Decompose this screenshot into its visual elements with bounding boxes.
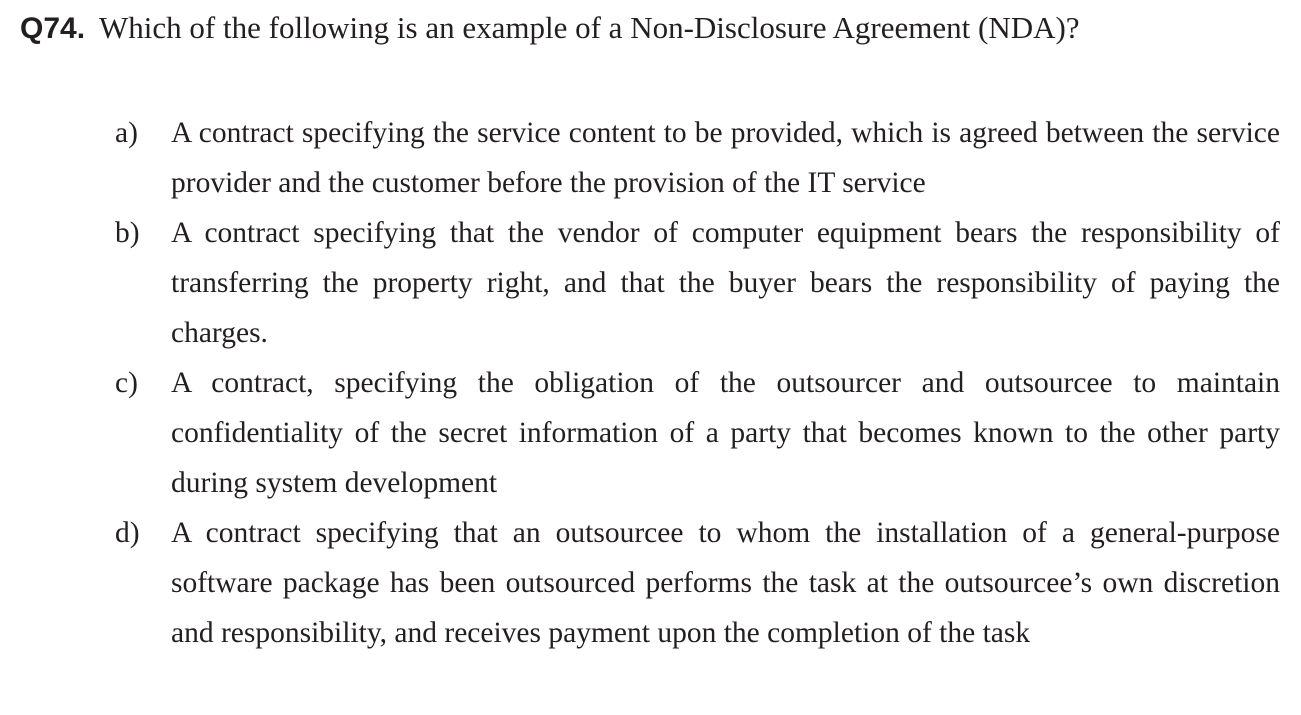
- option-c: [115, 358, 1280, 508]
- option-b: [115, 208, 1280, 358]
- option-letter: a): [115, 117, 138, 149]
- option-text: A contract specifying that the vendor of computer equipment bears the responsibility of transferring the property right, and that the buyer bears the responsibility of paying the charges.: [171, 217, 1280, 349]
- option-text: A contract, specifying the obligation of the outsourcer and outsourcee to maintain confidentiality of the secret information of a party that becomes known to the other party during system development: [171, 367, 1280, 499]
- option-letter: c): [115, 367, 138, 399]
- option-letter: b): [115, 217, 140, 249]
- question-number: Q74.: [20, 12, 86, 45]
- option-text: A contract specifying that an outsourcee to whom the installation of a general-purpose software package has been outsourced performs the task at the outsourcee’s own discretion and responsibility, and receives payment upon the completion of the task: [171, 517, 1280, 649]
- answer-options: [115, 108, 1280, 658]
- option-text: A contract specifying the service content to be provided, which is agreed between the service provider and the customer before the provision of the IT service: [171, 117, 1280, 199]
- option-d: [115, 508, 1280, 658]
- question-heading: [20, 10, 1280, 60]
- option-a: [115, 108, 1280, 208]
- option-letter: d): [115, 517, 140, 549]
- question-text: Which of the following is an example of a Non-Disclosure Agreement (NDA)?: [99, 10, 1080, 45]
